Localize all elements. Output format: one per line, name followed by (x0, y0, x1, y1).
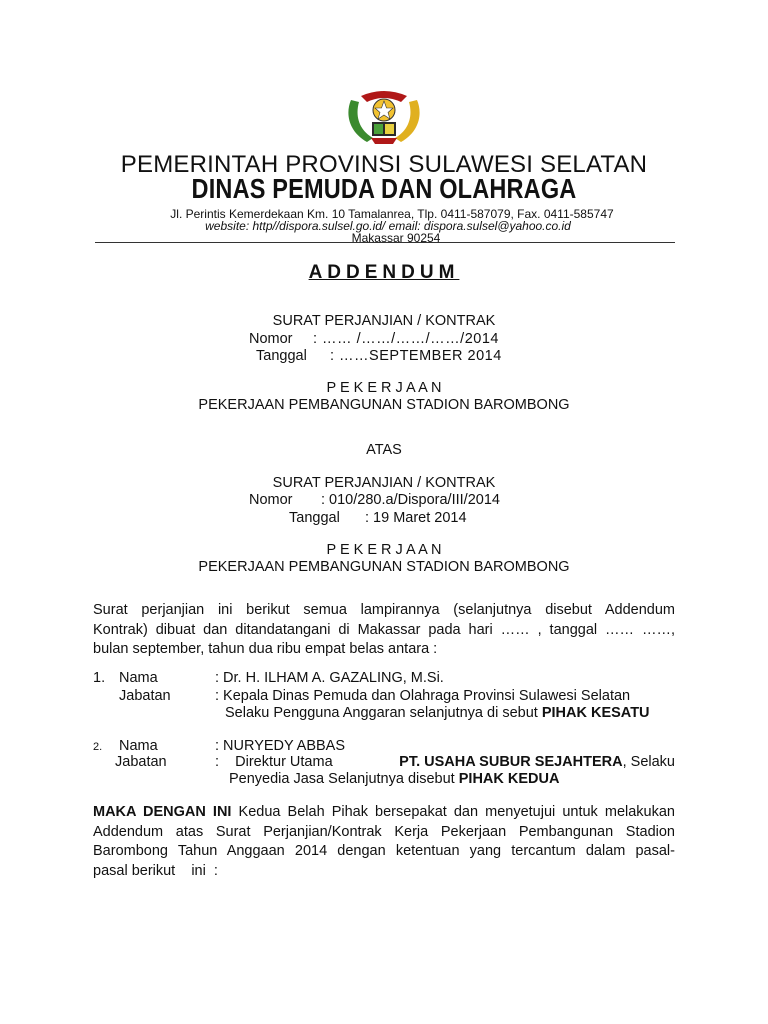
original-tanggal-label: Tanggal (289, 510, 340, 526)
closing-line: Addendum atas Surat Perjanjian/Kontrak Kerja Pekerjaan Pembangunan Stadion (93, 823, 675, 840)
department-name: DINAS PEMUDA DAN OLAHRAGA (191, 173, 577, 204)
addendum-doc-type: SURAT PERJANJIAN / KONTRAK (272, 313, 496, 329)
original-doc-type: SURAT PERJANJIAN / KONTRAK (272, 475, 496, 491)
party-2-position-post: , Selaku (622, 754, 675, 770)
original-tanggal-value: : 19 Maret 2014 (365, 510, 467, 526)
closing-paragraph (93, 803, 675, 881)
party-2-name-value: : NURYEDY ABBAS (215, 738, 346, 754)
office-city: Makassar 90254 (351, 231, 441, 245)
intro-line: bulan september, tahun dua ribu empat belas antara : (93, 641, 438, 657)
addendum-nomor-label: Nomor (249, 331, 293, 347)
party-2-position-label: Jabatan (115, 754, 167, 770)
party-1-position-line2 (225, 705, 650, 721)
intro-line: Surat perjanjian ini berikut semua lampirannya (selanjutnya disebut Addendum (93, 602, 675, 618)
party-1-position-text: Selaku Pengguna Anggaran selanjutnya di sebut (225, 705, 538, 721)
party-2-name-label: Nama (119, 738, 158, 754)
party-1-name-value: : Dr. H. ILHAM A. GAZALING, M.Si. (215, 670, 444, 686)
document-title: ADDENDUM (308, 262, 460, 283)
addendum-tanggal-label: Tanggal (256, 348, 307, 364)
closing-line1-rest: Kedua Belah Pihak bersepakat dan menyetujui untuk melakukan (231, 804, 675, 820)
original-nomor-label: Nomor (249, 492, 293, 508)
original-work-heading: P E K E R J A A N (326, 542, 442, 558)
addendum-work-name: PEKERJAAN PEMBANGUNAN STADION BAROMBONG (198, 397, 570, 413)
party-1-name-label: Nama (119, 670, 158, 686)
office-address: Jl. Perintis Kemerdekaan Km. 10 Tamalanrea, Tlp. 0411-587079, Fax. 0411-585747 (170, 207, 614, 221)
party-2-position-company-wrap (399, 754, 675, 770)
provincial-emblem-icon (343, 88, 425, 148)
party-2-position-pre: : Direktur Utama (215, 754, 333, 770)
closing-line: Barombong Tahun Anggaan 2014 dengan ketentuan yang tercantum dalam pasal- (93, 843, 675, 859)
party-2-position-line2 (229, 771, 559, 787)
party-2-position-text: Penyedia Jasa Selanjutnya disebut (229, 771, 455, 787)
closing-line: pasal berikut ini : (93, 862, 218, 879)
addendum-nomor-value: : …… /……/……/……/2014 (313, 331, 499, 347)
closing-lead: MAKA DENGAN INI (93, 804, 232, 820)
party-1-number: 1. (93, 670, 106, 686)
office-website-email: website: http//dispora.sulsel.go.id/ email: dispora.sulsel@yahoo.co.id (205, 219, 571, 233)
closing-line (93, 803, 675, 823)
party-1-role: PIHAK KESATU (541, 705, 650, 721)
addendum-tanggal-value: : ……SEPTEMBER 2014 (330, 348, 502, 364)
party-2-number: 2. (93, 741, 103, 753)
intro-paragraph (93, 601, 675, 660)
original-nomor-value: : 010/280.a/Dispora/III/2014 (321, 492, 500, 508)
intro-line: Kontrak) dibuat dan ditandatangani di Makassar pada hari …… , tanggal …… ……, (93, 621, 675, 638)
party-2-role: PIHAK KEDUA (458, 771, 560, 787)
party-2-position-line1 (215, 754, 675, 770)
party-2-company: PT. USAHA SUBUR SEJAHTERA (399, 754, 623, 770)
party-1-position-label: Jabatan (119, 688, 171, 704)
atas-label: ATAS (366, 442, 402, 458)
original-work-name: PEKERJAAN PEMBANGUNAN STADION BAROMBONG (198, 559, 570, 575)
party-1-position-line1: : Kepala Dinas Pemuda dan Olahraga Provinsi Sulawesi Selatan (215, 688, 631, 704)
addendum-work-heading: P E K E R J A A N (326, 380, 442, 396)
letterhead-divider (95, 242, 675, 243)
government-name: PEMERINTAH PROVINSI SULAWESI SELATAN (120, 151, 648, 178)
